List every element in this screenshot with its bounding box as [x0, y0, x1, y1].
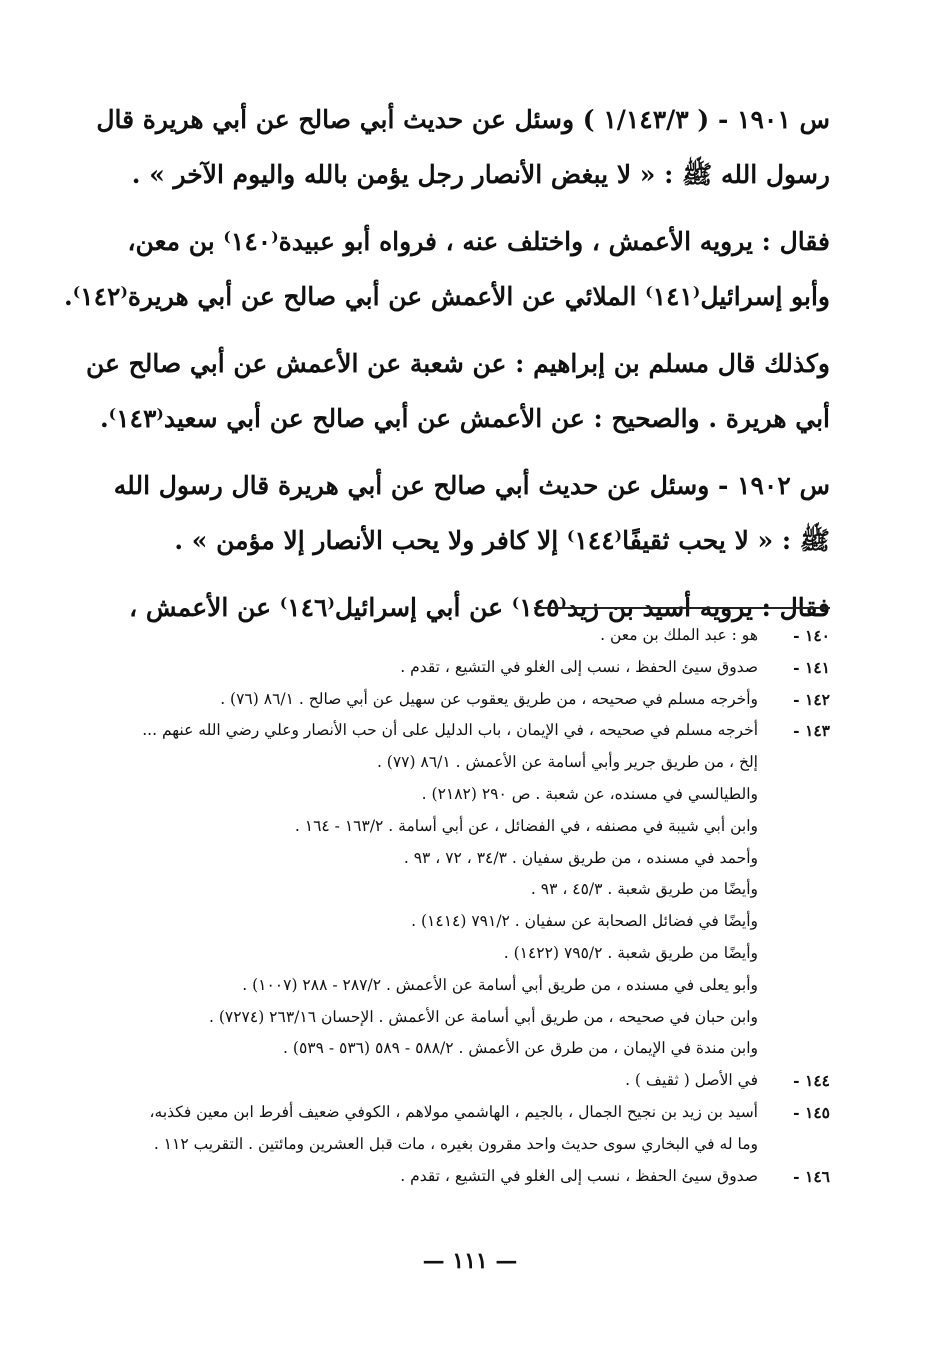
footnote-number [758, 811, 830, 843]
footnote-143-cont [112, 1002, 830, 1034]
footnote-text: وأحمد في مسنده ، من طريق سفيان . ٣٤/٣ ، ٧٢ ، ٩٣ . [403, 848, 758, 867]
footnote-number [758, 970, 830, 1002]
footnote-143-cont [112, 906, 830, 938]
footnote-number: ١٤٣ - [793, 721, 830, 741]
footnote-143-cont [112, 874, 830, 906]
footnote-143 [112, 715, 830, 747]
footnote-number [758, 779, 830, 811]
text-line: س ١٩٠١ - ( ١/١٤٣/٣ ) وسئل عن حديث أبي صالح عن أبي هريرة قال [96, 105, 830, 134]
footnote-text: وابن حبان في صحيحه ، من طريق أبي أسامة عن الأعمش . الإحسان ٢٦٣/١٦ (٧٢٧٤) . [208, 1007, 758, 1026]
footnote-text: وأبو يعلى في مسنده ، من طريق أبي أسامة عن الأعمش . ٢٨٧/٢ - ٢٨٨ (١٠٠٧) . [242, 975, 758, 994]
footnote-text: هو : عبد الملك بن معن . [600, 626, 758, 644]
footnote-text: والطيالسي في مسنده، عن شعبة . ص ٢٩٠ (٢١٨٢) . [421, 784, 758, 803]
footnote-text: أخرجه مسلم في صحيحه ، في الإيمان ، باب الدليل على أن حب الأنصار وعلي رضي الله عنهم ... [142, 721, 758, 740]
text-line: وأبو إسرائيل⁽١٤١⁾ الملائي عن الأعمش عن أبي صالح عن أبي هريرة⁽١٤٢⁾. [63, 282, 830, 311]
footnotes [112, 620, 830, 1192]
footnote-text: وابن مندة في الإيمان ، من طرق عن الأعمش . ٥٨٨/٢ - ٥٨٩ (٥٣٦ - ٥٣٩) . [283, 1039, 758, 1058]
footnote-140 [112, 620, 830, 652]
text-line: ﷺ : « لا يحب ثقيفًا⁽١٤٤⁾ إلا كافر ولا يحب الأنصار إلا مؤمن » . [174, 526, 830, 555]
footnote-text: إلخ ، من طريق جرير وأبي أسامة عن الأعمش . ٨٦/١ (٧٧) . [376, 753, 758, 772]
footnote-text: أسيد بن زيد بن نجيح الجمال ، بالجيم ، الهاشمي مولاهم ، الكوفي ضعيف أفرط ابن معين فكذبه، [149, 1102, 758, 1121]
footnote-144 [112, 1065, 830, 1097]
footnote-number [758, 747, 830, 779]
main-text [63, 92, 830, 647]
footnote-number [758, 906, 830, 938]
footnote-number [758, 874, 830, 906]
footnote-141 [112, 652, 830, 684]
answer-1901-part1 [63, 214, 830, 324]
footnote-number [758, 938, 830, 970]
footnote-143-cont [112, 811, 830, 843]
footnote-number [758, 1033, 830, 1065]
footnote-text: وأيضًا من طريق شعبة . ٤٥/٣ ، ٩٣ . [530, 880, 758, 899]
footnote-145 [112, 1097, 830, 1129]
footnote-text: وأخرجه مسلم في صحيحه ، من طريق يعقوب عن سهيل عن أبي صالح . ٨٦/١ (٧٦) . [220, 689, 758, 708]
footnote-145-cont [112, 1129, 830, 1161]
footnote-number [758, 1129, 830, 1161]
footnote-text: في الأصل ( ثقيف ) . [625, 1071, 758, 1090]
question-1901 [96, 92, 830, 202]
footnote-number: ١٤١ - [793, 657, 830, 677]
footnote-number [758, 1002, 830, 1034]
footnote-text: صدوق سيئ الحفظ ، نسب إلى الغلو في التشيع ، تقدم . [400, 1166, 758, 1185]
question-1902 [112, 458, 830, 568]
footnote-143-cont [112, 1033, 830, 1065]
text-line: فقال : يرويه أسيد بن زيد⁽١٤٥⁾ عن أبي إسرائيل⁽١٤٦⁾ عن الأعمش ، [129, 593, 830, 622]
footnote-143-cont [112, 747, 830, 779]
page-number: — ١١١ — [422, 1248, 518, 1274]
footnote-143-cont [112, 779, 830, 811]
footnote-number [758, 843, 830, 875]
footnote-number: ١٤٢ - [793, 689, 830, 709]
footnote-142 [112, 684, 830, 716]
footnote-146 [112, 1161, 830, 1193]
answer-1901-part2 [85, 336, 830, 446]
footnote-text: وما له في البخاري سوى حديث واحد مقرون بغيره ، مات قبل العشرين ومائتين . التقريب ١١٢ . [153, 1134, 758, 1153]
footnote-number: ١٤٤ - [793, 1071, 830, 1091]
footnote-text: صدوق سيئ الحفظ ، نسب إلى الغلو في التشيع ، تقدم . [400, 657, 758, 676]
footnote-text: وأيضًا في فضائل الصحابة عن سفيان . ٧٩١/٢ (١٤١٤) . [411, 912, 758, 931]
footnote-number: ١٤٠ - [793, 626, 830, 645]
footnote-143-cont [112, 938, 830, 970]
footnote-143-cont [112, 970, 830, 1002]
footnote-text: وأيضًا من طريق شعبة . ٧٩٥/٢ (١٤٢٢) . [503, 943, 758, 962]
footnote-divider [534, 607, 830, 609]
text-line: أبي هريرة . والصحيح : عن الأعمش عن أبي صالح عن أبي سعيد⁽١٤٣⁾. [99, 404, 830, 433]
footnote-143-cont [112, 843, 830, 875]
text-line: رسول الله ﷺ : « لا يبغض الأنصار رجل يؤمن بالله واليوم الآخر » . [131, 160, 830, 189]
text-line: س ١٩٠٢ - وسئل عن حديث أبي صالح عن أبي هريرة قال رسول الله [113, 471, 830, 500]
footnote-number: ١٤٦ - [793, 1166, 830, 1186]
footnote-text: وابن أبي شيبة في مصنفه ، في الفضائل ، عن أبي أسامة . ١٦٣/٢ - ١٦٤ . [294, 816, 758, 835]
text-line: فقال : يرويه الأعمش ، واختلف عنه ، فرواه أبو عبيدة⁽١٤٠⁾ بن معن، [127, 227, 830, 256]
text-line: وكذلك قال مسلم بن إبراهيم : عن شعبة عن الأعمش عن أبي صالح عن [85, 349, 830, 378]
footnote-number: ١٤٥ - [793, 1102, 830, 1122]
